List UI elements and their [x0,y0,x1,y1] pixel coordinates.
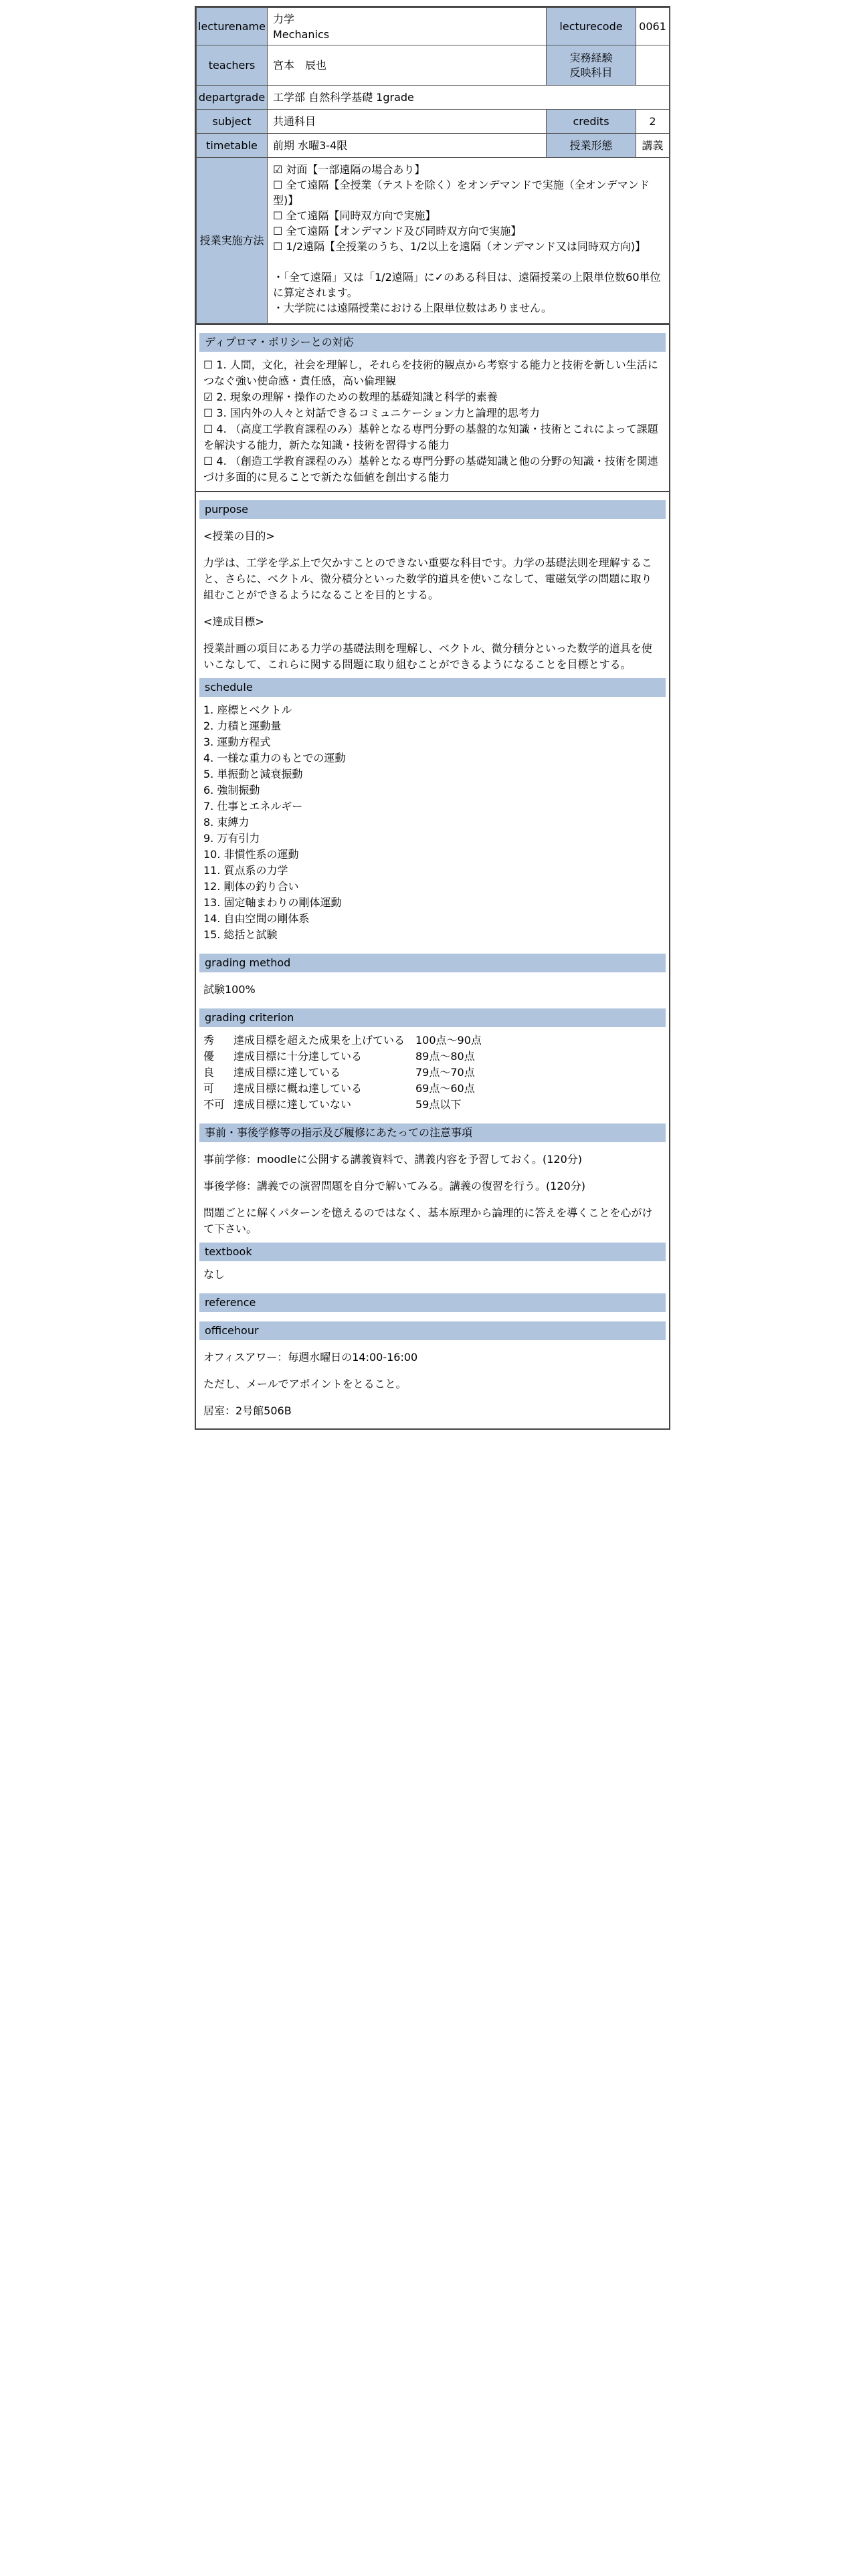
lecturename-en: Mechanics [273,27,330,41]
grade-range: 59点以下 [415,1098,462,1111]
delivery-method-value: ☑ 対面【一部遠隔の場合あり】 ☐ 全て遠隔【全授業（テストを除く）をオンデマンドで実施（全オンデマンド型)】 ☐ 全て遠隔【同時双方向で実施】 ☐ 全て遠隔【オンデマンド及び同時双方向で実施】 ☐ 1/2遠隔【全授業のうち、1/2以上を遠隔（オンデマンド又は同時双方向)】 ・「全て遠隔」又は「1/2遠隔」に✓のある科目は、遠隔授業の上限単位数60単位に算定されます。 ・大学院には遠隔授業における上限単位数はありません。 [268,158,670,324]
departgrade-label: departgrade [197,86,268,110]
subject-value: 共通科目 [268,110,547,134]
timetable-value: 前期 水曜3-4限 [268,134,547,158]
grade-description: 達成目標に概ね達している [233,1082,363,1095]
grading-row [199,1033,666,1049]
syllabus-container [195,6,670,1430]
grade-range: 69点〜60点 [415,1082,475,1095]
grade-name: 優 [203,1050,215,1063]
grading-method-heading: grading method [199,954,666,972]
grade-description: 達成目標に達している [233,1066,341,1079]
grade-description: 達成目標を超えた成果を上げている [233,1034,405,1047]
textbook-text: なし [203,1268,225,1281]
grade-name: 良 [203,1066,215,1079]
grade-range: 89点〜80点 [415,1050,475,1063]
diploma-policy-section [196,324,669,491]
practical-experience-label: 実務経験 反映科目 [547,45,636,86]
grading-row [199,1065,666,1081]
diploma-policy-heading: ディプロマ・ポリシーとの対応 [199,333,666,352]
content-section [196,491,669,1428]
reference-heading: reference [199,1293,666,1312]
lecturecode-value: 0061 [636,8,670,45]
delivery-method-label: 授業実施方法 [197,158,268,324]
subject-label: subject [197,110,268,134]
diploma-policy-list: ☐ 1. 人間，文化，社会を理解し，それらを技術的観点から考察する能力と技術を新しい生活につなぐ強い使命感・責任感，高い倫理観 ☑ 2. 現象の理解・操作のための数理的基礎知識と科学的素養 ☐ 3. 国内外の人々と対話できるコミュニケーション力と論理的思考力 ☐ 4. （高度工学教育課程のみ）基幹となる専門分野の基盤的な知識・技術とこれによって課題を解決する能力，新たな知識・技術を習得する能力 ☐ 4. （創造工学教育課程のみ）基幹となる専門分野の基礎知識と他の分野の知識・技術を関連づけ多面的に見ることで新たな価値を創出する能力 [203,358,658,484]
class-form-label: 授業形態 [547,134,636,158]
credits-label: credits [547,110,636,134]
grade-name: 秀 [203,1034,215,1047]
purpose-goal-title: <達成目標> [203,615,264,628]
officehour-heading: officehour [199,1321,666,1340]
grading-criterion-table [199,1033,666,1113]
grading-method-text: 試験100% [203,983,256,996]
study-notes-pre: 事前学修：moodleに公開する講義資料で、講義内容を予習しておく。(120分) [203,1153,582,1166]
grading-criterion-heading: grading criterion [199,1008,666,1027]
grade-range: 100点〜90点 [415,1034,482,1047]
class-form-value: 講義 [636,134,670,158]
teachers-value: 宮本 辰也 [268,45,547,86]
officehour-room: 居室：2号館506B [203,1404,292,1417]
grade-name: 不可 [203,1098,225,1111]
grade-name: 可 [203,1082,215,1095]
lecturename-label: lecturename [197,8,268,45]
schedule-list: 1. 座標とベクトル 2. 力積と運動量 3. 運動方程式 4. 一様な重力のもとでの運動 5. 単振動と減衰振動 6. 強制振動 7. 仕事とエネルギー 8. 束縛力 9. 万有引力 10. 非慣性系の運動 11. 質点系の力学 12. 剛体の釣り合い 13. 固定軸まわりの剛体運動 14. 自由空間の剛体系 15. 総括と試験 [203,704,346,941]
grading-row [199,1081,666,1097]
study-notes-heading: 事前・事後学修等の指示及び履修にあたっての注意事項 [199,1123,666,1142]
schedule-heading: schedule [199,678,666,697]
grade-range: 79点〜70点 [415,1066,475,1079]
lecturecode-label: lecturecode [547,8,636,45]
lecturename-ja: 力学 [273,12,295,25]
textbook-heading: textbook [199,1243,666,1261]
study-notes-post: 事後学修：講義での演習問題を自分で解いてみる。講義の復習を行う。(120分) [203,1180,586,1192]
purpose-objective-text: 力学は、工学を学ぶ上で欠かすことのできない重要な科目です。力学の基礎法則を理解すること、さらに、ベクトル、微分積分といった数学的道具を使いこなして、電磁気学の問題に取り組むことができるようになることを目的とする。 [203,556,652,601]
course-info-table [196,7,670,324]
purpose-goal-text: 授業計画の項目にある力学の基礎法則を理解し、ベクトル、微分積分といった数学的道具を使いこなして、これらに関する問題に取り組むことができるようになることを目標とする。 [203,642,652,671]
grading-row [199,1049,666,1065]
departgrade-value: 工学部 自然科学基礎 1grade [268,86,670,110]
study-notes-advice: 問題ごとに解くパターンを憶えるのではなく、基本原理から論理的に答えを導くことを心がけて下さい。 [203,1206,653,1235]
grade-description: 達成目標に達していない [233,1098,352,1111]
grading-row [199,1097,666,1113]
teachers-label: teachers [197,45,268,86]
grade-description: 達成目標に十分達している [233,1050,363,1063]
practical-experience-value [636,45,670,86]
timetable-label: timetable [197,134,268,158]
purpose-objective-title: <授業の目的> [203,530,275,542]
officehour-appointment: ただし、メールでアポイントをとること。 [203,1378,407,1390]
purpose-heading: purpose [199,500,666,519]
officehour-time: オフィスアワー：毎週水曜日の14:00-16:00 [203,1351,418,1364]
credits-value: 2 [636,110,670,134]
lecturename-value [268,8,547,45]
